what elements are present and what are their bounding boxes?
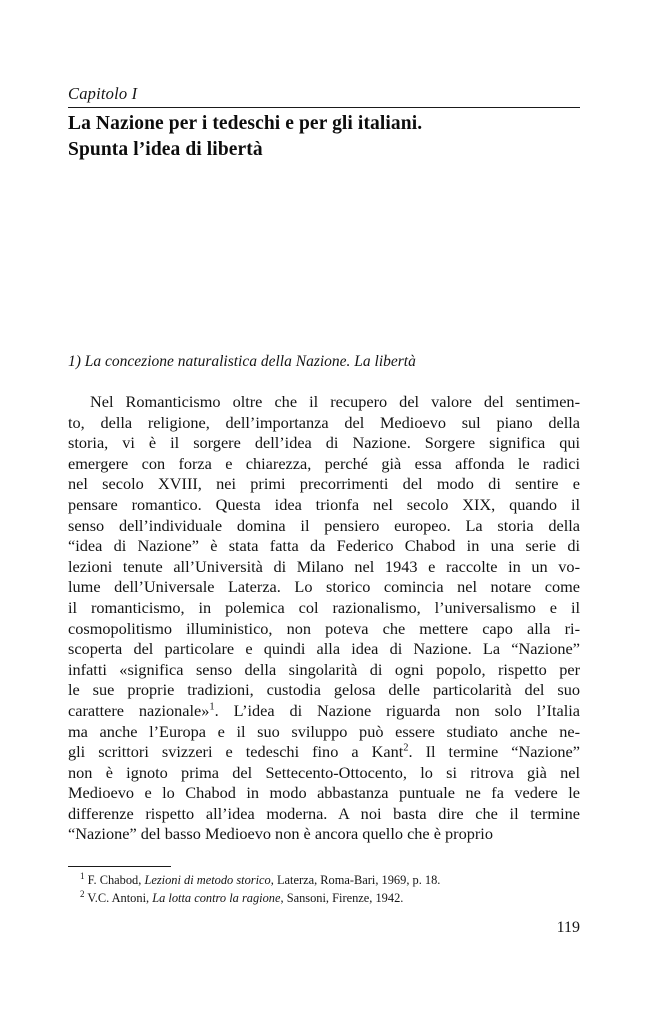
footnote-text: , Sansoni, Firenze, 1942. xyxy=(280,890,404,905)
footnote-text: V.C. Antoni, xyxy=(84,890,153,905)
footnote-marker-2[interactable]: 2 xyxy=(403,742,409,754)
body-line: storia, vi è il sorgere dell’idea di Nazione. Sorgere significa qui xyxy=(68,433,580,453)
body-line: Medioevo e lo Chabod in modo abbastanza puntuale ne fa vedere le xyxy=(68,783,580,803)
body-line: lume dell’Universale Laterza. Lo storico comincia nel notare come xyxy=(68,577,580,597)
chapter-label: Capitolo I xyxy=(68,84,138,103)
footnote-separator-rule xyxy=(68,866,171,867)
body-line: emergere con forza e chiarezza, perché già essa affonda le radici xyxy=(68,453,580,473)
footnote-title: Lezioni di metodo storico xyxy=(144,873,271,887)
footnote-marker-1[interactable]: 1 xyxy=(209,701,215,713)
body-line: nel secolo XVIII, nei primi precorrimenti del modo di sentire e xyxy=(68,474,580,494)
page-title xyxy=(68,111,580,163)
body-text-fragment: gli scrittori svizzeri e tedeschi fino a Kant xyxy=(68,742,404,762)
body-line: pensare romantico. Questa idea trionfa nel secolo XIX, quando il xyxy=(68,494,580,514)
section-heading: 1) La concezione naturalistica della Nazione. La libertà xyxy=(68,353,416,370)
footnote-text: , Laterza, Roma-Bari, 1969, p. 18. xyxy=(270,873,441,887)
page-title-line-1: La Nazione per i tedeschi e per gli italiani. xyxy=(68,113,423,134)
body-line: scoperta del particolare e quindi alla idea di Nazione. La “Nazione” xyxy=(68,639,580,659)
body-line-with-footnote-1 xyxy=(68,701,580,722)
page-title-line-2: Spunta l’idea di libertà xyxy=(68,139,263,160)
body-line: lezioni tenute all’Università di Milano nel 1943 e raccolte in un vo- xyxy=(68,556,580,576)
footnote-text: F. Chabod, xyxy=(84,873,145,887)
page-number: 119 xyxy=(556,919,580,936)
body-line-with-footnote-2 xyxy=(68,742,580,763)
footnote-number: 2 xyxy=(80,888,85,899)
body-line: il romanticismo, in polemica col razionalismo, l’universalismo e il xyxy=(68,597,580,617)
page-content-block xyxy=(68,0,580,1034)
footnote-title: La lotta contro la ragione xyxy=(152,890,281,905)
body-line: senso dell’individuale domina il pensiero europeo. La storia della xyxy=(68,515,580,535)
footnote-item xyxy=(68,890,580,908)
footnote-item xyxy=(68,872,580,890)
body-text-block xyxy=(68,392,580,845)
body-text-fragment: . L’idea di Nazione riguarda non solo l’Italia xyxy=(214,700,580,720)
body-line: non è ignoto prima del Settecento-Ottocento, lo si ritrova già nel xyxy=(68,762,580,782)
footnotes-block xyxy=(68,872,580,907)
body-line: differenze rispetto all’idea moderna. A noi basta dire che il termine xyxy=(68,803,580,823)
body-line: ma anche l’Europa e il suo sviluppo può essere studiato anche ne- xyxy=(68,721,580,741)
body-line: “idea di Nazione” è stata fatta da Federico Chabod in una serie di xyxy=(68,536,580,556)
footnote-number: 1 xyxy=(80,870,85,881)
header-divider-rule xyxy=(68,107,580,108)
body-line: cosmopolitismo illuministico, non poteva che mettere capo alla ri- xyxy=(68,618,580,638)
body-line: to, della religione, dell’importanza del Medioevo sul piano della xyxy=(68,412,580,432)
body-text-fragment: carattere nazionale» xyxy=(68,700,210,720)
body-line: Nel Romanticismo oltre che il recupero del valore del sentimen- xyxy=(90,392,580,411)
body-line: le sue proprie tradizioni, custodia gelosa delle particolarità del suo xyxy=(68,680,580,700)
body-line: infatti «significa senso della singolarità di ogni popolo, rispetto per xyxy=(68,659,580,679)
body-paragraph xyxy=(68,392,580,845)
body-line: “Nazione” del basso Medioevo non è ancora quello che è proprio xyxy=(68,824,493,844)
body-text-fragment: . Il termine “Nazione” xyxy=(408,742,580,762)
